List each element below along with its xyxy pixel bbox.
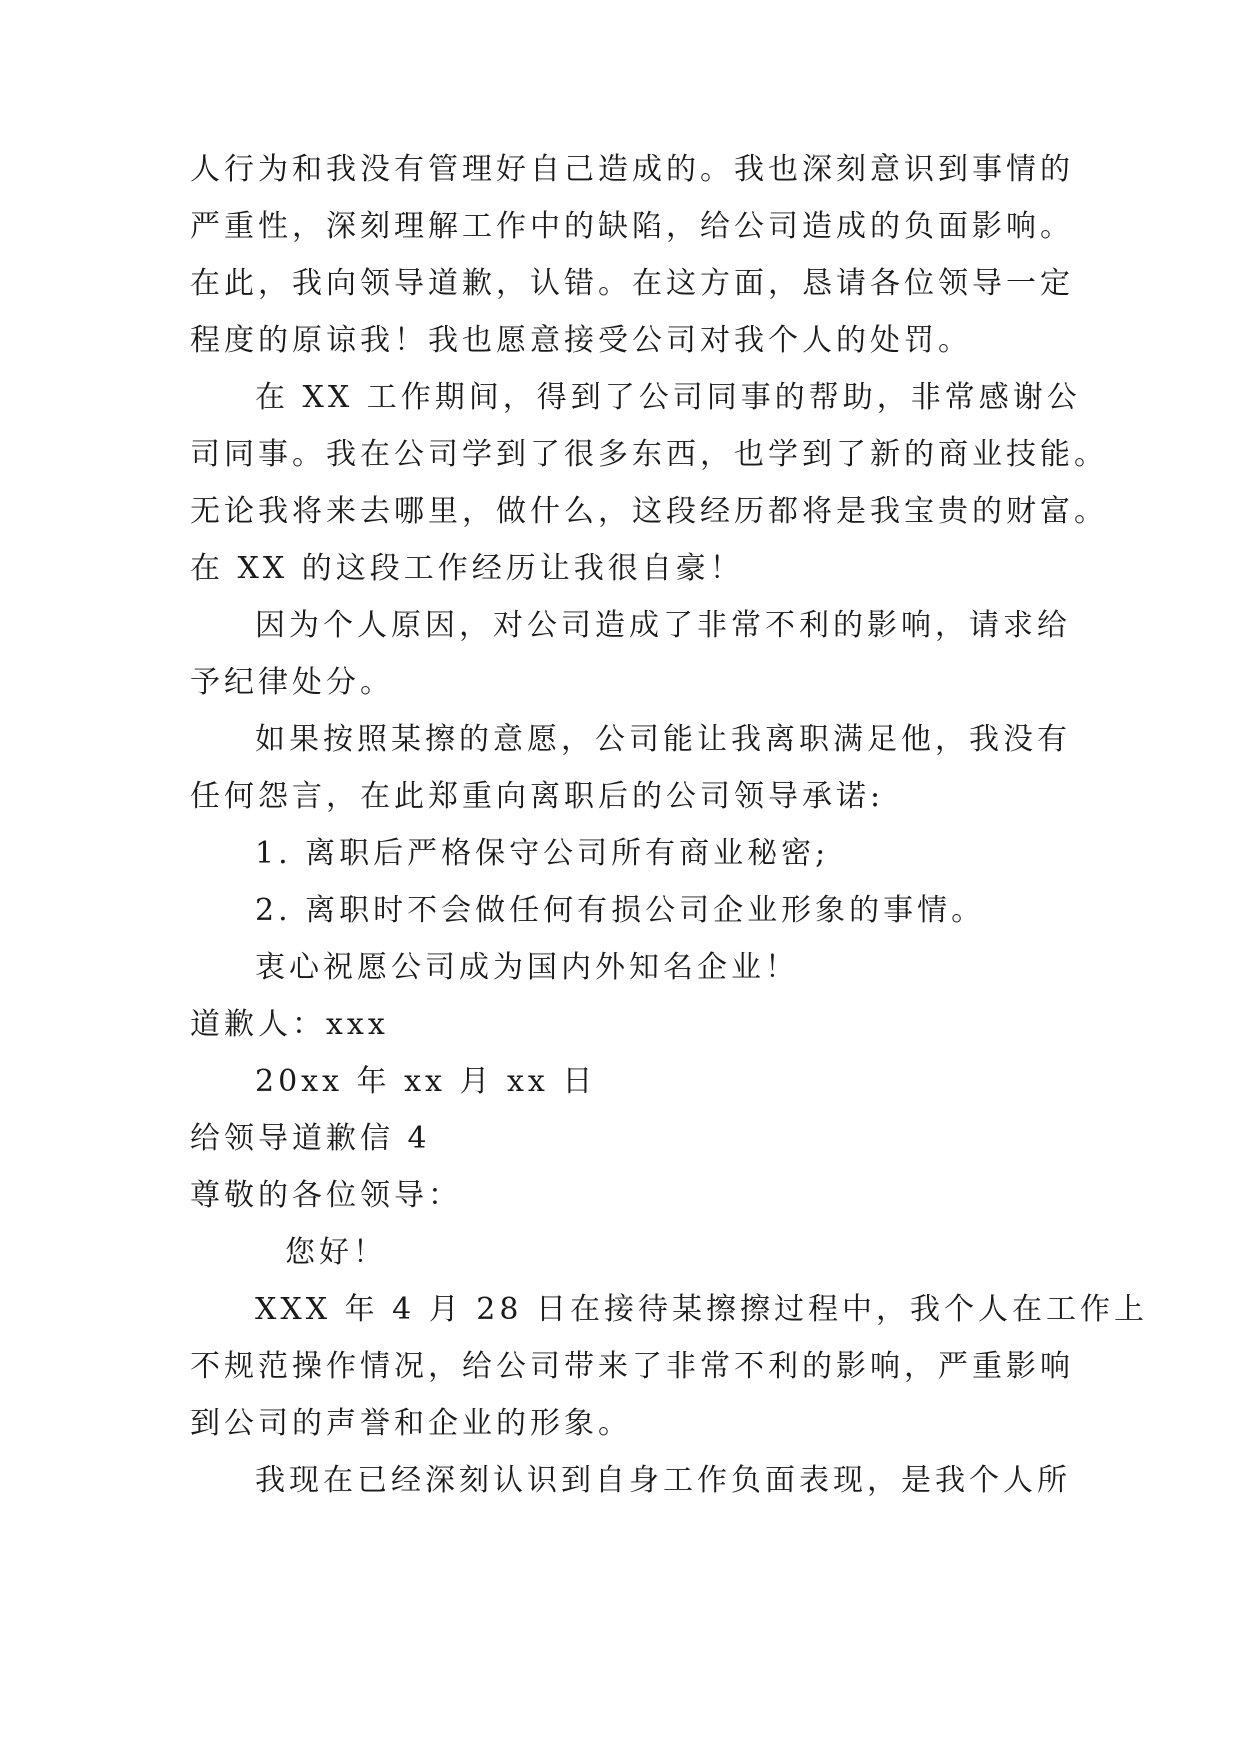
paragraph-line: 如果按照某擦的意愿，公司能让我离职满足他，我没有 [255,722,1071,757]
paragraph-line: 任何怨言，在此郑重向离职后的公司领导承诺: [190,779,885,814]
paragraph-line: 人行为和我没有管理好自己造成的。我也深刻意识到事情的 [190,152,1074,187]
paragraph-line: 在此，我向领导道歉，认错。在这方面，恳请各位领导一定 [190,266,1074,301]
paragraph-line: 严重性，深刻理解工作中的缺陷，给公司造成的负面影响。 [190,209,1074,244]
greeting: 您好！ [285,1235,387,1270]
signature-line: 道歉人：xxx [190,1007,389,1042]
paragraph-line: 予纪律处分。 [190,665,394,700]
closing-wish: 衷心祝愿公司成为国内外知名企业！ [255,950,799,985]
paragraph-line: 在 XX 的这段工作经历让我很自豪！ [190,551,744,586]
list-item: 2. 离职时不会做任何有损公司企业形象的事情。 [255,893,986,928]
paragraph-line: 不规范操作情况，给公司带来了非常不利的影响，严重影响 [190,1349,1074,1384]
paragraph-line: 无论我将来去哪里，做什么，这段经历都将是我宝贵的财富。 [190,494,1108,529]
paragraph-line: 在 XX 工作期间，得到了公司同事的帮助，非常感谢公 [255,380,1081,415]
list-item: 1. 离职后严格保守公司所有商业秘密; [255,836,830,871]
paragraph-line: 程度的原谅我！我也愿意接受公司对我个人的处罚。 [190,323,972,358]
date-line: 20xx 年 xx 月 xx 日 [255,1064,597,1099]
paragraph-line: 因为个人原因，对公司造成了非常不利的影响，请求给 [255,608,1071,643]
paragraph-line: 司同事。我在公司学到了很多东西，也学到了新的商业技能。 [190,437,1108,472]
salutation: 尊敬的各位领导： [190,1178,462,1213]
paragraph-line: 我现在已经深刻认识到自身工作负面表现，是我个人所 [255,1463,1071,1498]
paragraph-line: XXX 年 4 月 28 日在接待某擦擦过程中，我个人在工作上 [255,1292,1149,1327]
paragraph-line: 到公司的声誉和企业的形象。 [190,1406,632,1441]
section-title: 给领导道歉信 4 [190,1121,431,1156]
